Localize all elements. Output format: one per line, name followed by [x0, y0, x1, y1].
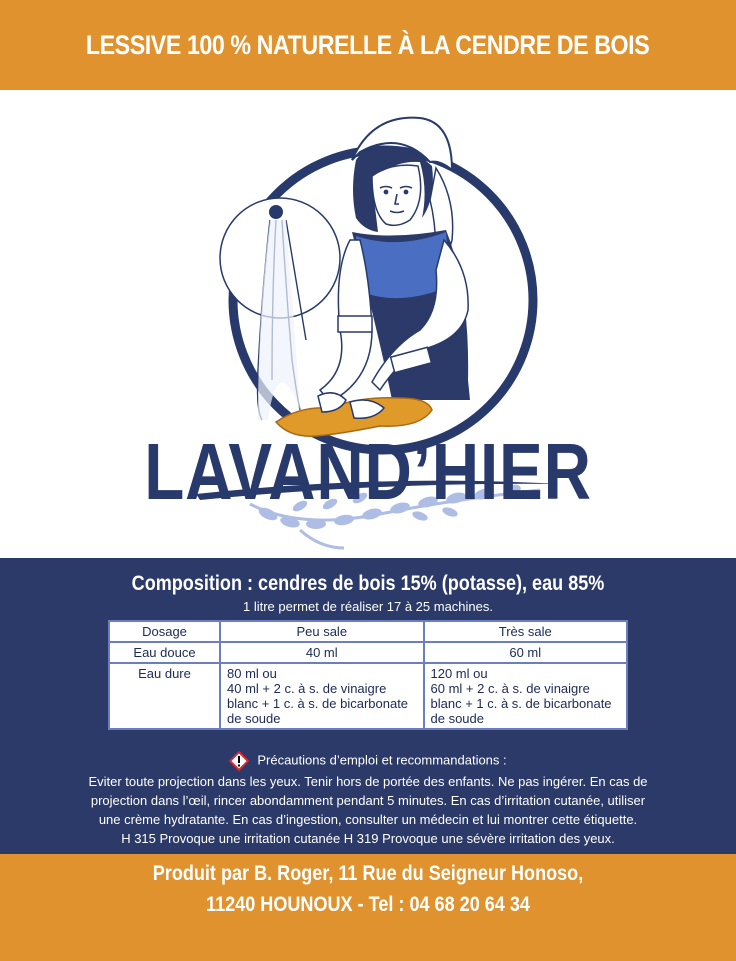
table-cell: [221, 664, 423, 728]
table-cell: [425, 664, 627, 728]
table-header: Très sale: [425, 622, 627, 641]
precaution-line: projection dans l’œil, rincer abondamment pendant 5 minutes. En cas d’irritation cutanée, utiliser: [90, 793, 646, 808]
brand-name: LAVAND’HIER: [144, 427, 592, 516]
apron: [356, 232, 447, 298]
cell-line: 80 ml ou: [227, 666, 277, 681]
info-panel: [0, 558, 736, 854]
cell-line: blanc + 1 c. à s. de bicarbonate: [430, 696, 612, 711]
cell-line: de soude: [227, 711, 281, 726]
table-cell: 60 ml: [425, 643, 627, 662]
dosage-table: [108, 620, 628, 730]
footer-band: [0, 854, 736, 961]
table-header-row: [110, 622, 626, 641]
table-cell: Eau dure: [110, 664, 219, 728]
producer-contact: 11240 HOUNOUX - Tel : 04 68 20 64 34: [206, 893, 530, 916]
cell-line: 120 ml ou: [430, 666, 488, 681]
table-header: Dosage: [110, 622, 219, 641]
warning-diamond-icon: [229, 751, 249, 771]
table-row: [110, 643, 626, 662]
product-title: LESSIVE 100 % NATURELLE À LA CENDRE DE BOIS: [86, 29, 650, 60]
precaution-line: une crème hydratante. En cas d’ingestion, consulter un médecin et lui montrer cette étiquette.: [98, 812, 638, 827]
precautions-text: [50, 772, 686, 848]
precaution-line: Eviter toute projection dans les yeux. Tenir hors de portée des enfants. Ne pas ingérer. En cas de: [88, 774, 648, 789]
capacity-note: 1 litre permet de réaliser 17 à 25 machines.: [242, 599, 493, 614]
table-cell: Eau douce: [110, 643, 219, 662]
composition-title: Composition : cendres de bois 15% (potasse), eau 85%: [131, 572, 605, 595]
header-band: [0, 0, 736, 90]
precaution-line: H 315 Provoque une irritation cutanée H 319 Provoque une sévère irritation des yeux.: [121, 831, 615, 846]
precautions-heading: [0, 751, 736, 771]
cell-line: blanc + 1 c. à s. de bicarbonate: [227, 696, 409, 711]
cell-line: de soude: [430, 711, 484, 726]
cell-line: 40 ml + 2 c. à s. de vinaigre: [227, 681, 387, 696]
cell-line: 60 ml + 2 c. à s. de vinaigre: [430, 681, 590, 696]
table-header: Peu sale: [221, 622, 423, 641]
precautions-title: Précautions d’emploi et recommandations :: [257, 752, 507, 768]
producer-address: Produit par B. Roger, 11 Rue du Seigneur Honoso,: [152, 862, 584, 885]
logo-area: [0, 90, 736, 558]
table-cell: 40 ml: [221, 643, 423, 662]
spout-icon: [269, 205, 283, 219]
table-row: [110, 664, 626, 728]
